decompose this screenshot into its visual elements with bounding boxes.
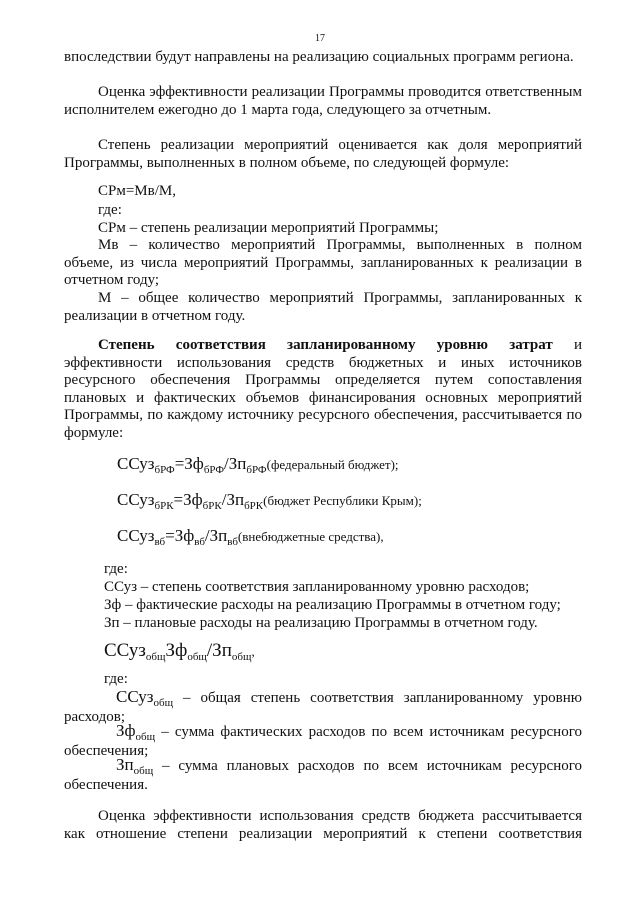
definition-srm: СРм – степень реализации мероприятий Программы; — [98, 220, 439, 236]
paragraph-cost-compliance-text: и эффективности использования средств бюджетных и иных источников ресурсного обеспечения Программы определяется путем сопоставления плановых и фактических объемов финансирования основных мероприятий Программы, по каждому источнику ресурсного обеспечения, рассчитывается по формуле: — [64, 337, 582, 441]
where-label: где: — [98, 202, 122, 218]
definition-zp-total: $Зп_{общ}$ – сумма плановых расходов по всем источникам ресурсного обеспечения. — [64, 755, 582, 793]
formula-extrabudget: $ССуз_{вб}=Зф_{вб}/Зп_{вб}(внебюджетные$ средства), — [117, 526, 384, 548]
paragraph-budget-efficiency: Оценка эффективности использования средств бюджета рассчитывается как отношение степени реализации мероприятий к степени соответствия — [64, 808, 582, 842]
where-label: где: — [104, 671, 128, 687]
formula-crimea: $ССуз_{бРК}=Зф_{бРК}/Зп_{бРК}(бюджет$ Республики Крым); — [117, 490, 422, 512]
bold-term: Степень соответствия запланированному уровню затрат — [98, 337, 553, 353]
paragraph-continuation: впоследствии будут направлены на реализацию социальных программ региона. — [64, 49, 574, 65]
definition-mv: Мв – количество мероприятий Программы, выполненных в полном объеме, из числа мероприятий Программы, запланированных к реализации в отчетном году; — [64, 237, 582, 288]
formula-total: $ССуз_{общ}Зф_{общ}/Зп_{общ}$, — [104, 640, 255, 663]
definition-zf-total: $Зф_{общ}$ – сумма фактических расходов по всем источникам ресурсного обеспечения; — [64, 721, 582, 759]
definition-m: М – общее количество мероприятий Программы, запланированных к реализации в отчетном году. — [64, 290, 582, 324]
paragraph-cost-compliance — [64, 337, 582, 442]
definition-ssuz-total: ССуз$_{общ}$ – общая степень соответствия запланированному уровню расходов; — [64, 687, 582, 725]
paragraph-evaluation-timing: Оценка эффективности реализации Программы проводится ответственным исполнителем ежегодно до 1 марта года, следующего за отчетным. — [64, 84, 582, 118]
formula-srm: СРм=Мв/М, — [98, 183, 176, 199]
paragraph-measures-degree: Степень реализации мероприятий оценивается как доля мероприятий Программы, выполненных в полном объеме, по следующей формуле: — [64, 137, 582, 171]
definition-zf: Зф – фактические расходы на реализацию Программы в отчетном году; — [104, 597, 561, 613]
where-label: где: — [104, 561, 128, 577]
definition-ssuz: ССуз – степень соответствия запланированному уровню расходов; — [104, 579, 530, 595]
formula-federal: $ССуз_{бРФ}=Зф_{бРФ}/Зп_{бРФ}(федеральный$ бюджет); — [117, 454, 399, 476]
page-number: 17 — [315, 33, 325, 44]
definition-zp: Зп – плановые расходы на реализацию Программы в отчетном году. — [104, 615, 538, 631]
